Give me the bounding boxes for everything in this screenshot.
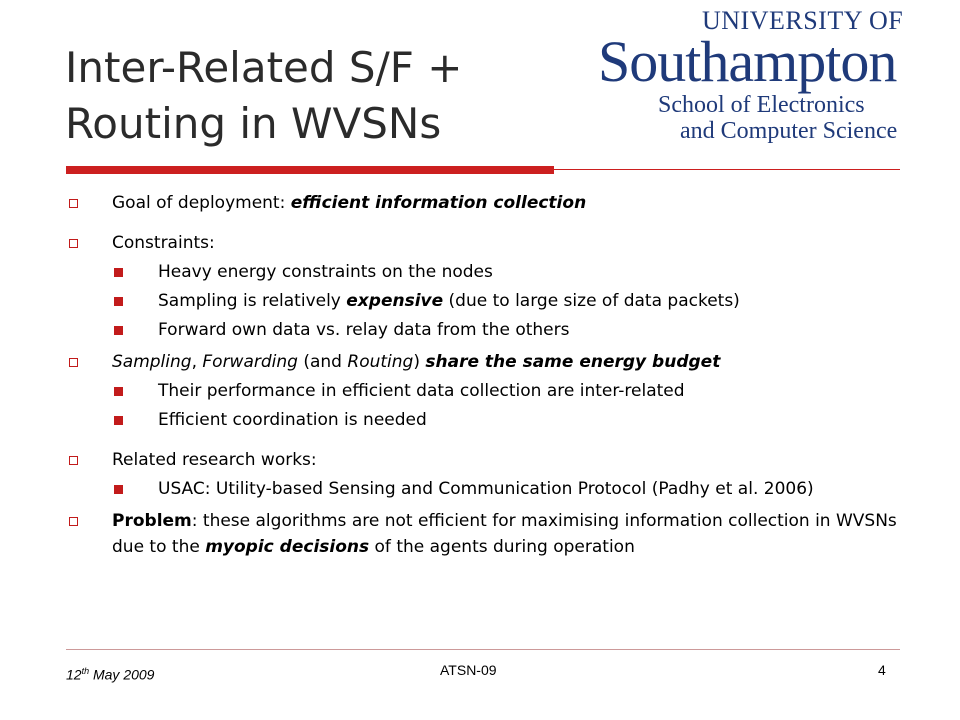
logo-school-line-2: and Computer Science — [680, 118, 898, 144]
bullet-goal — [66, 190, 902, 216]
share-forwarding: Forwarding — [202, 352, 298, 372]
share-paren-close: ) — [413, 352, 426, 372]
sub-bullet-performance — [66, 378, 902, 404]
bullet-share-budget — [66, 349, 902, 375]
related-label: Related research works: — [112, 450, 317, 470]
filled-square-bullet-icon — [114, 387, 123, 396]
logo-school-line-1: School of Electronics — [658, 92, 865, 118]
sub-bullet-usac — [66, 476, 902, 502]
date-rest: May 2009 — [89, 666, 155, 683]
goal-text: Goal of deployment: — [112, 193, 291, 213]
filled-square-bullet-icon — [114, 297, 123, 306]
title-divider-accent — [66, 166, 554, 174]
hollow-square-bullet-icon — [69, 358, 78, 367]
sub-bullet-text: Heavy energy constraints on the nodes — [158, 262, 493, 282]
slide-body — [66, 190, 902, 560]
hollow-square-bullet-icon — [69, 239, 78, 248]
goal-emphasis: efficient information collection — [290, 193, 587, 213]
footer-conference: ATSN-09 — [440, 662, 497, 678]
problem-label: Problem — [112, 511, 192, 531]
constraints-colon: : — [209, 233, 215, 253]
bullet-constraints — [66, 230, 902, 256]
sub-bullet-text: USAC: Utility-based Sensing and Communication Protocol (Padhy et al. 2006) — [158, 479, 814, 499]
share-paren-open: (and — [297, 352, 348, 372]
share-routing: Routing — [347, 352, 414, 372]
sub-bullet-sampling — [66, 288, 902, 314]
problem-emphasis: myopic decisions — [205, 537, 370, 557]
share-sampling: Sampling — [112, 352, 192, 372]
sub-bullet-text: Forward own data vs. relay data from the others — [158, 320, 570, 340]
bullet-problem — [66, 508, 902, 560]
filled-square-bullet-icon — [114, 416, 123, 425]
sub-bullet-forward — [66, 317, 902, 343]
date-day: 12 — [66, 666, 82, 683]
filled-square-bullet-icon — [114, 485, 123, 494]
sub-bullet-energy — [66, 259, 902, 285]
constraints-label: Constraints — [112, 233, 209, 253]
sub-bullet-emphasis: expensive — [346, 291, 444, 311]
slide-title — [65, 40, 585, 152]
sub-bullet-text: Efficient coordination is needed — [158, 410, 427, 430]
share-sep: , — [191, 352, 203, 372]
footer-divider — [66, 649, 900, 650]
university-logo — [598, 6, 908, 142]
hollow-square-bullet-icon — [69, 517, 78, 526]
problem-text-1: : these algorithms are not efficient for maximising information collection in WVSNs due to the — [112, 511, 897, 557]
logo-university-text: UNIVERSITY OF — [702, 6, 904, 35]
hollow-square-bullet-icon — [69, 199, 78, 208]
problem-text-2: of the agents during operation — [369, 537, 635, 557]
title-line-1: Inter-Related S/F + — [65, 43, 463, 92]
title-line-2: Routing in WVSNs — [65, 99, 442, 148]
filled-square-bullet-icon — [114, 268, 123, 277]
slide-number: 4 — [878, 662, 886, 678]
sub-bullet-text: Sampling is relatively — [158, 291, 347, 311]
date-suffix: th — [81, 666, 90, 676]
share-emphasis: share the same energy budget — [425, 352, 721, 372]
sub-bullet-coordination — [66, 407, 902, 433]
footer-date — [66, 666, 154, 683]
logo-name-text: Southampton — [598, 29, 897, 94]
sub-bullet-text: Their performance in efficient data collection are inter-related — [158, 381, 685, 401]
bullet-related-works — [66, 447, 902, 473]
filled-square-bullet-icon — [114, 326, 123, 335]
hollow-square-bullet-icon — [69, 456, 78, 465]
sub-bullet-text: (due to large size of data packets) — [443, 291, 740, 311]
